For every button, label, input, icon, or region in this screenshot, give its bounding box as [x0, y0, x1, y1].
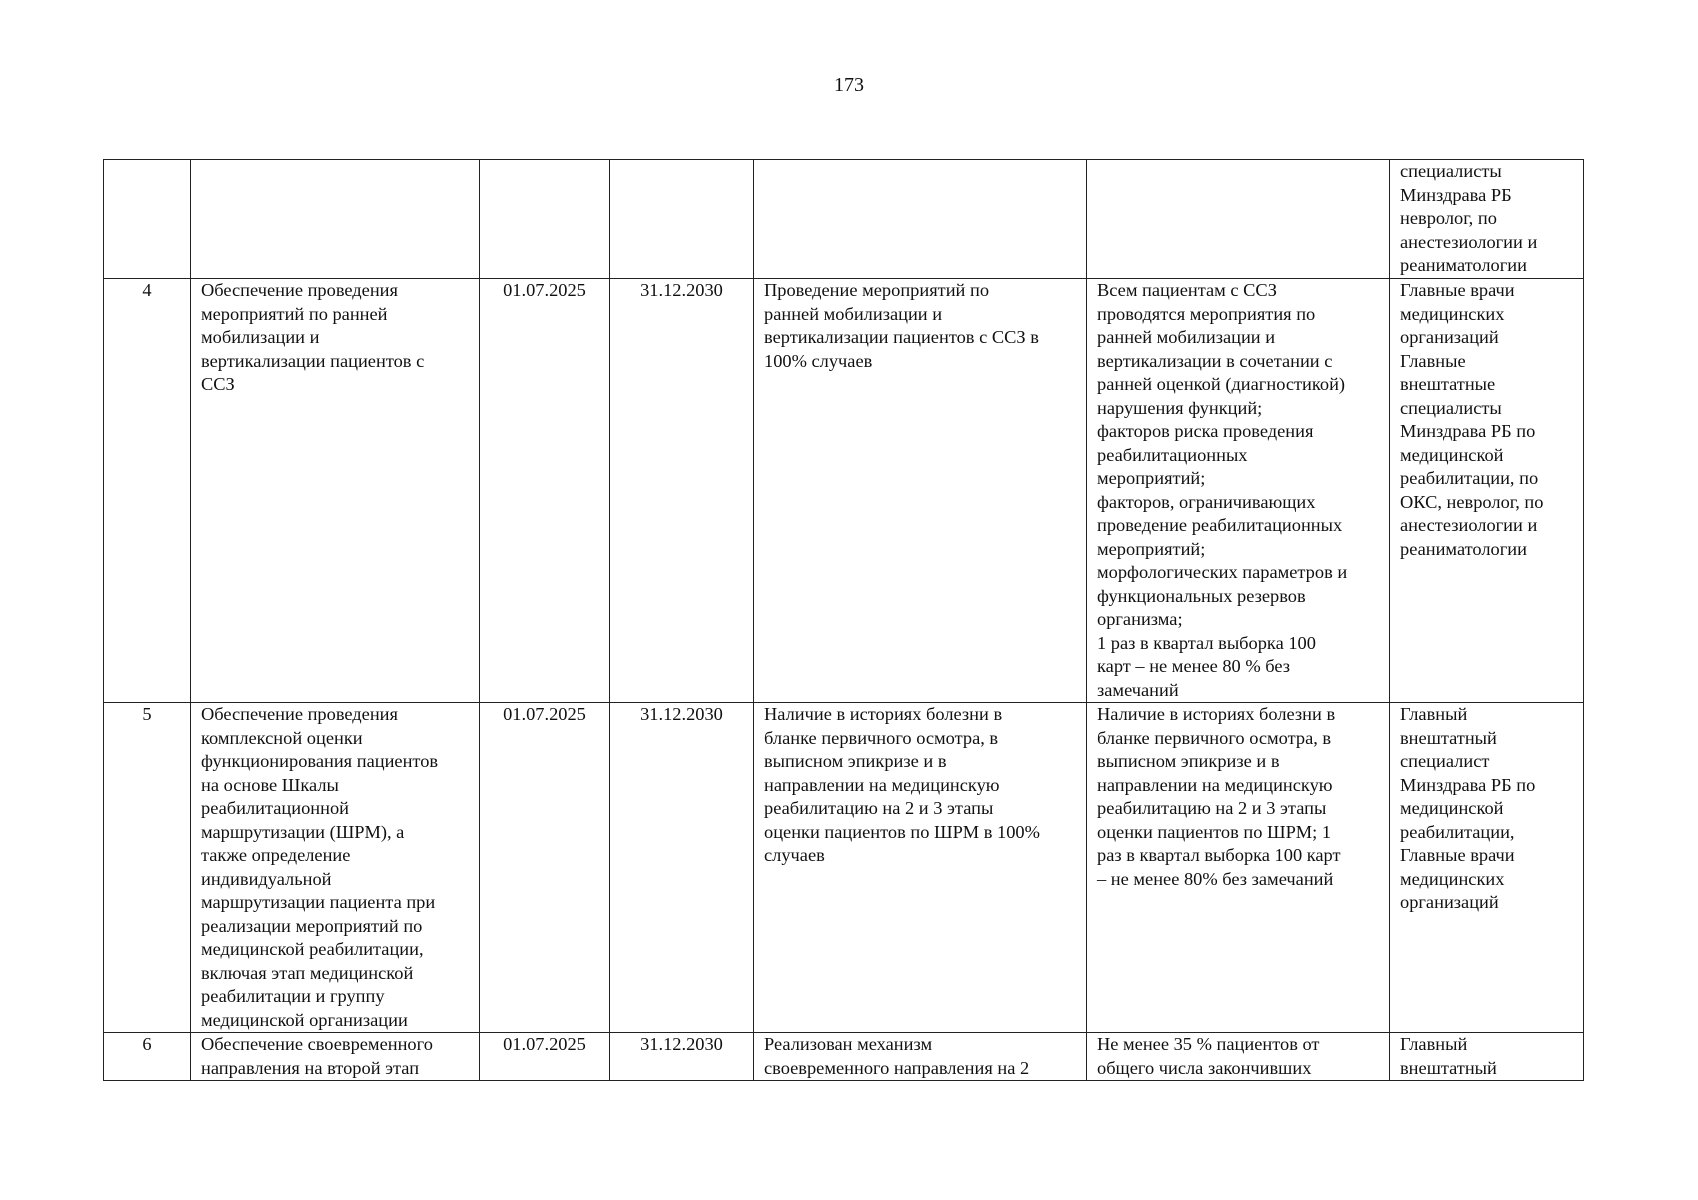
cell-text-line: Главные [1400, 350, 1466, 371]
cell-text-line: индивидуальной [201, 868, 332, 889]
cell-text-line: медицинской реабилитации, [201, 939, 424, 959]
activity-cell [191, 160, 480, 279]
cell-text-line: факторов риска проведения [1097, 421, 1314, 441]
result-cell [754, 1033, 1087, 1081]
table-row [104, 703, 1584, 1033]
cell-text-line: реабилитационных [1097, 444, 1248, 465]
cell-text-line: ранней мобилизации и [1097, 327, 1276, 347]
responsible-cell [1390, 1033, 1584, 1081]
cell-text-line: Минздрава РБ по [1400, 421, 1536, 441]
cell-text-line: организаций [1400, 892, 1499, 912]
cell-text-line: вертикализации пациентов с ССЗ в [764, 327, 1039, 347]
cell-text-line: Реализован механизм [764, 1034, 933, 1054]
cell-text-line: замечаний [1097, 679, 1179, 700]
cell-text-line: 100% случаев [764, 350, 873, 371]
cell-text-line: реаниматологии [1400, 255, 1527, 275]
cell-text-line: ранней оценкой (диагностикой) [1097, 374, 1346, 394]
cell-text-line: функционирования пациентов [201, 751, 439, 771]
cell-text-line: реабилитации, по [1400, 468, 1539, 488]
cell-text-line: также определение [201, 845, 351, 865]
cell-text-line: медицинских [1400, 303, 1505, 324]
cell-text-line: бланке первичного осмотра, в [764, 727, 999, 748]
cell-text-line: Главные врачи [1400, 280, 1515, 300]
activity-cell [191, 1033, 480, 1081]
table-row [104, 279, 1584, 703]
start-date-cell: 01.07.2025 [480, 703, 610, 1033]
cell-text-line: организаций [1400, 327, 1499, 347]
cell-text-line: бланке первичного осмотра, в [1097, 727, 1332, 748]
cell-text-line: организма; [1097, 609, 1183, 629]
cell-text-line: – не менее 80% без замечаний [1097, 868, 1334, 889]
cell-text-line: специалист [1400, 751, 1490, 771]
cell-text-line: 1 раз в квартал выборка 100 [1097, 632, 1316, 653]
cell-text-line: специалисты [1400, 397, 1502, 418]
activity-cell [191, 279, 480, 703]
cell-text-line: реабилитации и группу [201, 986, 385, 1006]
result-cell [754, 160, 1087, 279]
cell-text-line: Обеспечение своевременного [201, 1034, 433, 1054]
cell-text-line: ранней мобилизации и [764, 303, 943, 324]
indicator-cell [1087, 279, 1390, 703]
row-number-cell: 6 [104, 1033, 191, 1081]
cell-text-line: мобилизации и [201, 327, 320, 347]
cell-text-line: реабилитацию на 2 и 3 этапы [1097, 798, 1327, 818]
table-row [104, 1033, 1584, 1081]
cell-text-line: медицинских [1400, 868, 1505, 889]
result-cell [754, 703, 1087, 1033]
activity-cell [191, 703, 480, 1033]
indicator-cell [1087, 703, 1390, 1033]
cell-text-line: Не менее 35 % пациентов от [1097, 1034, 1320, 1054]
cell-text-line: Главные врачи [1400, 845, 1515, 865]
indicator-cell [1087, 160, 1390, 279]
cell-text-line: медицинской организации [201, 1009, 408, 1030]
cell-text-line: проведение реабилитационных [1097, 515, 1343, 535]
cell-text-line: Обеспечение проведения [201, 280, 398, 300]
cell-text-line: оценки пациентов по ШРМ в 100% [764, 821, 1040, 842]
cell-text-line: комплексной оценки [201, 727, 363, 748]
cell-text-line: реабилитацию на 2 и 3 этапы [764, 798, 994, 818]
cell-text-line: реабилитации, [1400, 821, 1515, 842]
cell-text-line: Главный [1400, 1034, 1468, 1054]
cell-text-line: Проведение мероприятий по [764, 280, 990, 300]
cell-text-line: направления на второй этап [201, 1057, 420, 1078]
cell-text-line: направлении на медицинскую [1097, 774, 1333, 795]
page-number: 173 [834, 74, 864, 96]
result-cell [754, 279, 1087, 703]
cell-text-line: карт – не менее 80 % без [1097, 656, 1291, 676]
cell-text-line: выписном эпикризе и в [1097, 751, 1280, 771]
start-date-cell: 01.07.2025 [480, 279, 610, 703]
cell-text-line: своевременного направления на 2 [764, 1057, 1030, 1078]
cell-text-line: вертикализации в сочетании с [1097, 350, 1333, 371]
cell-text-line: функциональных резервов [1097, 585, 1306, 606]
cell-text-line: анестезиологии и [1400, 515, 1538, 535]
cell-text-line: внештатные [1400, 374, 1496, 394]
cell-text-line: внештатный [1400, 1057, 1497, 1078]
cell-text-line: мероприятий; [1097, 468, 1206, 488]
plan-table [103, 159, 1584, 1081]
cell-text-line: Обеспечение проведения [201, 704, 398, 724]
cell-text-line: ОКС, невролог, по [1400, 491, 1544, 512]
row-number-cell: 4 [104, 279, 191, 703]
cell-text-line: направлении на медицинскую [764, 774, 1000, 795]
cell-text-line: раз в квартал выборка 100 карт [1097, 845, 1341, 865]
cell-text-line: реализации мероприятий по [201, 915, 423, 936]
cell-text-line: нарушения функций; [1097, 397, 1263, 418]
cell-text-line: Наличие в историях болезни в [764, 704, 1003, 724]
cell-text-line: на основе Шкалы [201, 774, 339, 795]
cell-text-line: оценки пациентов по ШРМ; 1 [1097, 821, 1332, 842]
responsible-cell [1390, 279, 1584, 703]
cell-text-line: маршрутизации пациента при [201, 892, 436, 912]
indicator-cell [1087, 1033, 1390, 1081]
cell-text-line: внештатный [1400, 727, 1497, 748]
cell-text-line: случаев [764, 845, 825, 865]
cell-text-line: невролог, по [1400, 208, 1497, 228]
cell-text-line: включая этап медицинской [201, 962, 414, 983]
cell-text-line: вертикализации пациентов с [201, 350, 425, 371]
end-date-cell [610, 160, 754, 279]
end-date-cell: 31.12.2030 [610, 703, 754, 1033]
cell-text-line: факторов, ограничивающих [1097, 491, 1316, 512]
row-number-cell [104, 160, 191, 279]
start-date-cell: 01.07.2025 [480, 1033, 610, 1081]
cell-text-line: выписном эпикризе и в [764, 751, 947, 771]
cell-text-line: морфологических параметров и [1097, 562, 1348, 582]
cell-text-line: реабилитационной [201, 798, 349, 818]
cell-text-line: мероприятий по ранней [201, 303, 388, 324]
cell-text-line: мероприятий; [1097, 538, 1206, 559]
cell-text-line: Главный [1400, 704, 1468, 724]
cell-text-line: Минздрава РБ по [1400, 774, 1536, 795]
cell-text-line: Наличие в историях болезни в [1097, 704, 1336, 724]
responsible-cell [1390, 703, 1584, 1033]
end-date-cell: 31.12.2030 [610, 279, 754, 703]
cell-text-line: ССЗ [201, 374, 235, 394]
cell-text-line: медицинской [1400, 798, 1504, 818]
cell-text-line: анестезиологии и [1400, 231, 1538, 252]
row-number-cell: 5 [104, 703, 191, 1033]
responsible-cell [1390, 160, 1584, 279]
table-row [104, 160, 1584, 279]
cell-text-line: Всем пациентам с ССЗ [1097, 280, 1277, 300]
start-date-cell [480, 160, 610, 279]
cell-text-line: маршрутизации (ШРМ), а [201, 821, 405, 842]
cell-text-line: общего числа закончивших [1097, 1057, 1312, 1078]
cell-text-line: реаниматологии [1400, 538, 1527, 559]
end-date-cell: 31.12.2030 [610, 1033, 754, 1081]
cell-text-line: медицинской [1400, 444, 1504, 465]
cell-text-line: специалисты [1400, 161, 1502, 181]
cell-text-line: проводятся мероприятия по [1097, 303, 1316, 324]
cell-text-line: Минздрава РБ [1400, 184, 1512, 205]
